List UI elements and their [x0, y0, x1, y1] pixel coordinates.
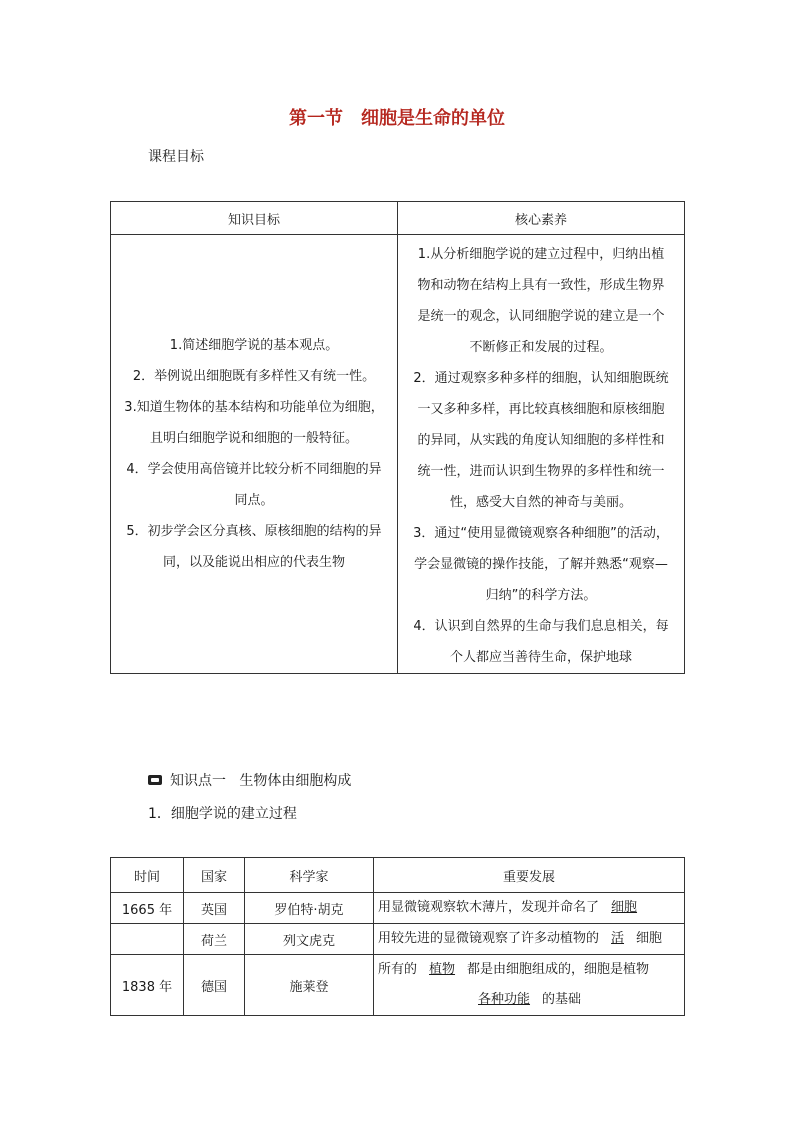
core-line: 3．通过“使用显微镜观察各种细胞”的活动， [413, 526, 669, 541]
core-line: 一又多种多样，再比较真核细胞和原核细胞 [417, 402, 665, 417]
country-cell: 德国 [184, 955, 245, 1016]
knowledge-line: 5．初步学会区分真核、原核细胞的结构的异 [126, 524, 382, 539]
knowledge-line: 4．学会使用高倍镜并比较分析不同细胞的异 [126, 462, 382, 477]
pencil-icon [148, 775, 162, 785]
core-line: 归纳”的科学方法。 [485, 588, 597, 603]
core-line: 的异同，从实践的角度认知细胞的多样性和 [417, 433, 665, 448]
goals-body-row [111, 235, 685, 674]
knowledge-point-label: 知识点一 [170, 773, 226, 789]
time-cell [111, 924, 184, 955]
core-line: 个人都应当善待生命，保护地球 [449, 650, 632, 665]
core-literacy-cell [398, 235, 685, 674]
core-line: 是统一的观念，认同细胞学说的建立是一个 [417, 309, 665, 324]
fill-blank-answer: 细胞 [611, 900, 638, 915]
development-cell [374, 955, 685, 1016]
core-line: 统一性，进而认识到生物界的多样性和统一 [417, 464, 665, 479]
goals-header-row [111, 202, 685, 235]
country-cell: 英国 [184, 893, 245, 924]
fill-blank-answer: 各种功能 [478, 992, 531, 1007]
scientist-cell: 罗伯特·胡克 [245, 893, 374, 924]
header-knowledge: 知识目标 [111, 202, 398, 235]
development-text: 都是由细胞组成的，细胞是植物 [467, 962, 650, 977]
header-time: 时间 [111, 858, 184, 893]
fill-blank-answer: 活 [611, 931, 625, 946]
section-heading: 课程目标 [148, 149, 204, 165]
knowledge-line: 同点。 [234, 493, 274, 508]
core-line: 不断修正和发展的过程。 [469, 340, 613, 355]
scientist-cell: 列文虎克 [245, 924, 374, 955]
development-text: 用较先进的显微镜观察了许多动植物的 [378, 931, 600, 946]
page-title: 第一节 细胞是生命的单位 [289, 108, 505, 129]
history-header-row [111, 858, 685, 893]
country-cell: 荷兰 [184, 924, 245, 955]
knowledge-line: 3.知道生物体的基本结构和功能单位为细胞， [124, 400, 384, 415]
development-text: 所有的 [378, 962, 418, 977]
knowledge-line: 1.简述细胞学说的基本观点。 [169, 338, 339, 353]
core-line: 2．通过观察多种多样的细胞，认知细胞既统 [413, 371, 669, 386]
knowledge-line: 同，以及能说出相应的代表生物 [162, 555, 345, 570]
scientist-cell: 施莱登 [245, 955, 374, 1016]
header-scientist: 科学家 [245, 858, 374, 893]
knowledge-line: 2．举例说出细胞既有多样性又有统一性。 [132, 369, 376, 384]
knowledge-point-heading [148, 770, 351, 790]
development-cell [374, 924, 685, 955]
core-line: 性，感受大自然的神奇与美丽。 [449, 495, 632, 510]
history-table [110, 857, 685, 1016]
table-row [111, 924, 685, 955]
core-line: 学会显微镜的操作技能，了解并熟悉“观察— [414, 557, 668, 572]
time-cell: 1665 年 [111, 893, 184, 924]
development-text: 用显微镜观察软木薄片，发现并命名了 [378, 900, 600, 915]
time-cell: 1838 年 [111, 955, 184, 1016]
header-development: 重要发展 [374, 858, 685, 893]
core-line: 物和动物在结构上具有一致性，形成生物界 [417, 278, 665, 293]
development-text: 细胞 [636, 931, 663, 946]
fill-blank-answer: 植物 [429, 962, 456, 977]
core-line: 1.从分析细胞学说的建立过程中，归纳出植 [417, 247, 665, 262]
knowledge-goals-cell [111, 235, 398, 674]
table-row [111, 955, 685, 1016]
development-text: 的基础 [542, 992, 582, 1007]
development-cell [374, 893, 685, 924]
core-line: 4．认识到自然界的生命与我们息息相关，每 [413, 619, 669, 634]
header-country: 国家 [184, 858, 245, 893]
header-core: 核心素养 [398, 202, 685, 235]
table-row [111, 893, 685, 924]
subsection-title: 1．细胞学说的建立过程 [148, 806, 297, 822]
goals-table [110, 201, 685, 674]
knowledge-point-text: 生物体由细胞构成 [239, 773, 352, 789]
knowledge-line: 且明白细胞学说和细胞的一般特征。 [149, 431, 358, 446]
